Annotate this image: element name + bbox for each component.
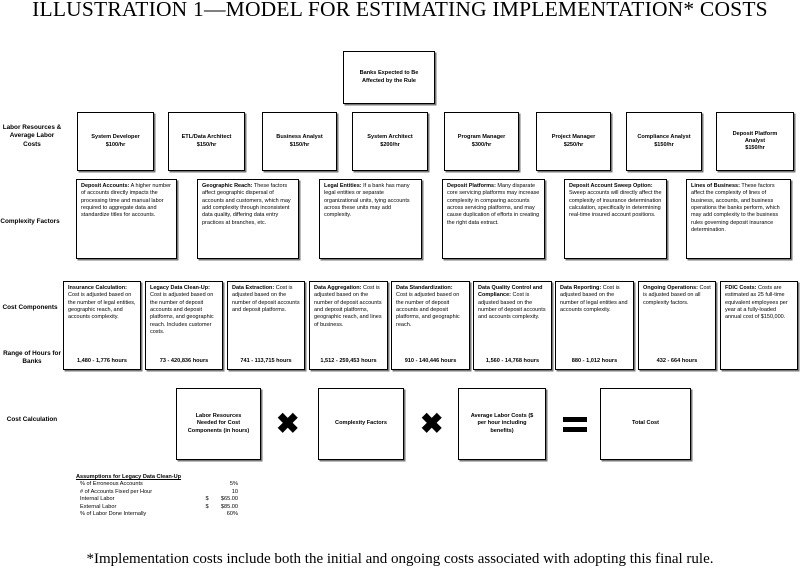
cost-head: Ongoing Operations:: [643, 285, 698, 291]
assumption-label: % of Erroneous Accounts: [80, 481, 143, 488]
complexity-body: These factors affect geographic dispersal of accounts and customers, which may add complexity through inconsistent data quality, differing data entry practices at branches, etc.: [202, 183, 291, 226]
complexity-body: If a bank has many legal entities or separate organizational units, tying accounts across these units may add complexity.: [324, 183, 410, 219]
assumptions-block: [76, 474, 238, 519]
complexity-body: A higher number of accounts directly impacts the processing time and manual labor required to aggregate data and standardize titles for accounts.: [81, 183, 171, 219]
labor-role: System Developer: [91, 134, 140, 141]
labor-role: ETL/Data Architect: [181, 134, 232, 141]
banks-affected-label: Banks Expected to Be Affected by the Rule: [359, 70, 419, 84]
row-label-hours: Range of Hours for Banks: [3, 350, 61, 366]
cost-body: Cost is adjusted based on the number of legal entities and accounts complexity.: [560, 285, 628, 313]
assumption-row: [76, 504, 238, 511]
cost-box-data-standardization: [391, 281, 470, 370]
hours-range: 880 - 1,012 hours: [571, 357, 618, 364]
cost-head: Data Reporting:: [560, 285, 602, 291]
row-label-labor: Labor Resources & Average Labor Costs: [2, 124, 62, 148]
calc-box-average-labor-costs: [458, 388, 546, 460]
labor-rate: $200/hr: [380, 141, 400, 148]
cost-box-legacy-data-clean-up: [145, 281, 223, 370]
labor-role: Business Analyst: [276, 134, 323, 141]
labor-box-system-architect: [352, 112, 428, 171]
calc-box-labor-resources: [176, 388, 261, 460]
labor-rate: $250/hr: [563, 141, 584, 148]
cost-head: FDIC Costs:: [725, 285, 757, 291]
assumption-sep: $: [205, 496, 209, 503]
labor-rate: $150/hr: [654, 141, 674, 148]
complexity-box-deposit-accounts: [76, 179, 177, 259]
complexity-head: Deposit Platforms:: [447, 183, 496, 189]
page-title: ILLUSTRATION 1—MODEL FOR ESTIMATING IMPLEMENTATION* COSTS: [32, 0, 768, 21]
labor-box-etl-data-architect: [168, 112, 245, 171]
assumptions-heading: Assumptions for Legacy Data Clean-Up: [76, 474, 182, 480]
cost-body: Cost is adjusted based on the number of deposit accounts and deposit platforms, and geographic reach. Includes customer costs.: [150, 292, 214, 335]
hours-range: 910 - 140,446 hours: [404, 357, 457, 364]
calc-box-complexity: [318, 388, 404, 460]
labor-role: Project Manager: [551, 134, 596, 141]
labor-role: Compliance Analyst: [637, 134, 691, 141]
assumption-row: [76, 496, 238, 503]
labor-rate: $100/hr: [105, 141, 126, 148]
cost-head: Legacy Data Clean-Up:: [150, 285, 210, 291]
complexity-body: Many disparate core servicing platforms may increase complexity in comparing accounts across servicing platforms, and may cause duplication of efforts in creating the right data extract.: [447, 183, 540, 226]
complexity-box-sweep-option: [564, 179, 667, 259]
complexity-box-lines-of-business: [686, 179, 791, 259]
cost-head: Insurance Calculation:: [68, 285, 127, 291]
cost-head: Data Aggregation:: [314, 285, 362, 291]
labor-box-project-manager: [536, 112, 611, 171]
row-label-calc: Cost Calculation: [6, 416, 58, 423]
calc-complexity-label: Complexity Factors: [335, 420, 387, 427]
cost-head: Data Standardization:: [396, 285, 453, 291]
cost-body: Cost is adjusted based on the number of legal entities, geographic reach, and accounts complexity.: [68, 292, 136, 321]
calc-labor-label: Labor Resources Needed for Cost Components (in hours): [187, 413, 250, 434]
hours-range: 1,560 - 14,768 hours: [485, 357, 540, 364]
calc-total-label: Total Cost: [632, 420, 659, 427]
assumption-label: % of Labor Done Internally: [80, 511, 147, 518]
calc-box-total-cost: [600, 388, 691, 460]
multiply-icon: ✖: [276, 408, 300, 439]
labor-box-program-manager: [444, 112, 519, 171]
complexity-head: Deposit Accounts:: [81, 183, 130, 189]
assumption-value: $85.00: [220, 503, 238, 510]
banks-affected-box: [343, 51, 435, 104]
assumption-value: 60%: [226, 511, 238, 518]
assumption-row: [76, 481, 238, 488]
hours-range: 73 - 420,836 hours: [159, 357, 209, 364]
cost-body: Cost is adjusted based on the number of deposit accounts and deposit platforms.: [232, 285, 300, 313]
cost-body: Cost is adjusted based on all complexity factors.: [643, 285, 711, 306]
hours-range: 741 - 113,715 hours: [240, 357, 292, 364]
complexity-box-deposit-platforms: [442, 179, 545, 259]
assumption-label: External Labor: [80, 503, 117, 510]
labor-box-business-analyst: [262, 112, 337, 171]
hours-range: 432 - 664 hours: [656, 357, 698, 364]
assumption-value: 10: [231, 488, 238, 495]
cost-body: Cost is adjusted based on the number of deposit accounts and deposit platforms, and geographic reach.: [396, 292, 460, 328]
cost-head: Data Extraction:: [232, 285, 275, 291]
assumption-label: # of Accounts Fixed per Hour: [80, 488, 153, 495]
hours-range: 1,512 - 259,453 hours: [320, 357, 377, 364]
complexity-body: Sweep accounts will directly affect the complexity of insurance determination calculation, specifically in determining real-time insured account positions.: [569, 190, 662, 219]
calc-rate-label: Average Labor Costs ($ per hour including benefits): [470, 413, 534, 434]
footnote: *Implementation costs include both the initial and ongoing costs associated with adopting this final rule.: [86, 551, 714, 567]
assumption-value: 5%: [229, 481, 238, 488]
labor-role: Program Manager: [457, 134, 506, 141]
cost-box-data-extraction: [227, 281, 305, 370]
assumption-row: [76, 511, 238, 518]
complexity-box-geographic-reach: [197, 179, 299, 259]
cost-box-data-reporting: [555, 281, 634, 370]
complexity-head: Geographic Reach:: [202, 183, 253, 189]
row-label-cost: Cost Components: [2, 304, 58, 311]
cost-body: Cost is adjusted based on the number of deposit accounts and deposit platforms, geographic reach, and lines of business.: [314, 285, 382, 328]
cost-box-data-aggregation: [309, 281, 388, 370]
labor-rate: $150/hr: [196, 141, 217, 148]
complexity-head: Legal Entities:: [324, 183, 362, 189]
row-label-complexity: Complexity Factors: [0, 218, 60, 225]
assumption-sep: [202, 481, 212, 488]
complexity-head: Lines of Business:: [691, 183, 740, 189]
complexity-box-legal-entities: [319, 179, 422, 259]
labor-rate: $150/hr: [289, 141, 310, 148]
cost-head: Data Quality Control and Compliance:: [478, 285, 543, 299]
complexity-body: These factors affect the complexity of lines of business, accounts, and business operations the banks perform, which may add complexity to the business rules governing deposit insurance determination.: [691, 183, 780, 233]
assumption-sep: [202, 489, 212, 496]
labor-box-system-developer: [77, 112, 154, 171]
cost-box-fdic-costs: [720, 281, 798, 370]
hours-range: 1,480 - 1,776 hours: [76, 357, 128, 364]
cost-body: Cost is adjusted based on the number of deposit accounts and accounts complexity.: [478, 292, 546, 321]
assumption-sep: $: [205, 503, 209, 510]
complexity-head: Deposit Account Sweep Option:: [569, 183, 653, 189]
cost-box-ongoing-operations: [638, 281, 716, 370]
assumption-sep: [202, 511, 212, 518]
labor-box-compliance-analyst: [626, 112, 702, 171]
multiply-icon: ✖: [420, 408, 444, 439]
labor-role: Deposit Platform Analyst: [732, 130, 778, 144]
assumption-value: $65.00: [220, 496, 238, 503]
assumption-label: Internal Labor: [80, 496, 115, 503]
assumption-row: [76, 489, 238, 496]
labor-role: System Architect: [367, 134, 413, 141]
cost-box-data-quality-control: [473, 281, 552, 370]
labor-rate: $150/hr: [745, 145, 765, 152]
cost-body: Costs are estimated as 25 full-time equivalent employees per year at a fully-loaded annual cost of $150,000.: [725, 285, 788, 321]
labor-rate: $300/hr: [471, 141, 492, 148]
cost-box-insurance-calculation: [63, 281, 141, 370]
labor-box-deposit-platform-analyst: [716, 112, 794, 171]
